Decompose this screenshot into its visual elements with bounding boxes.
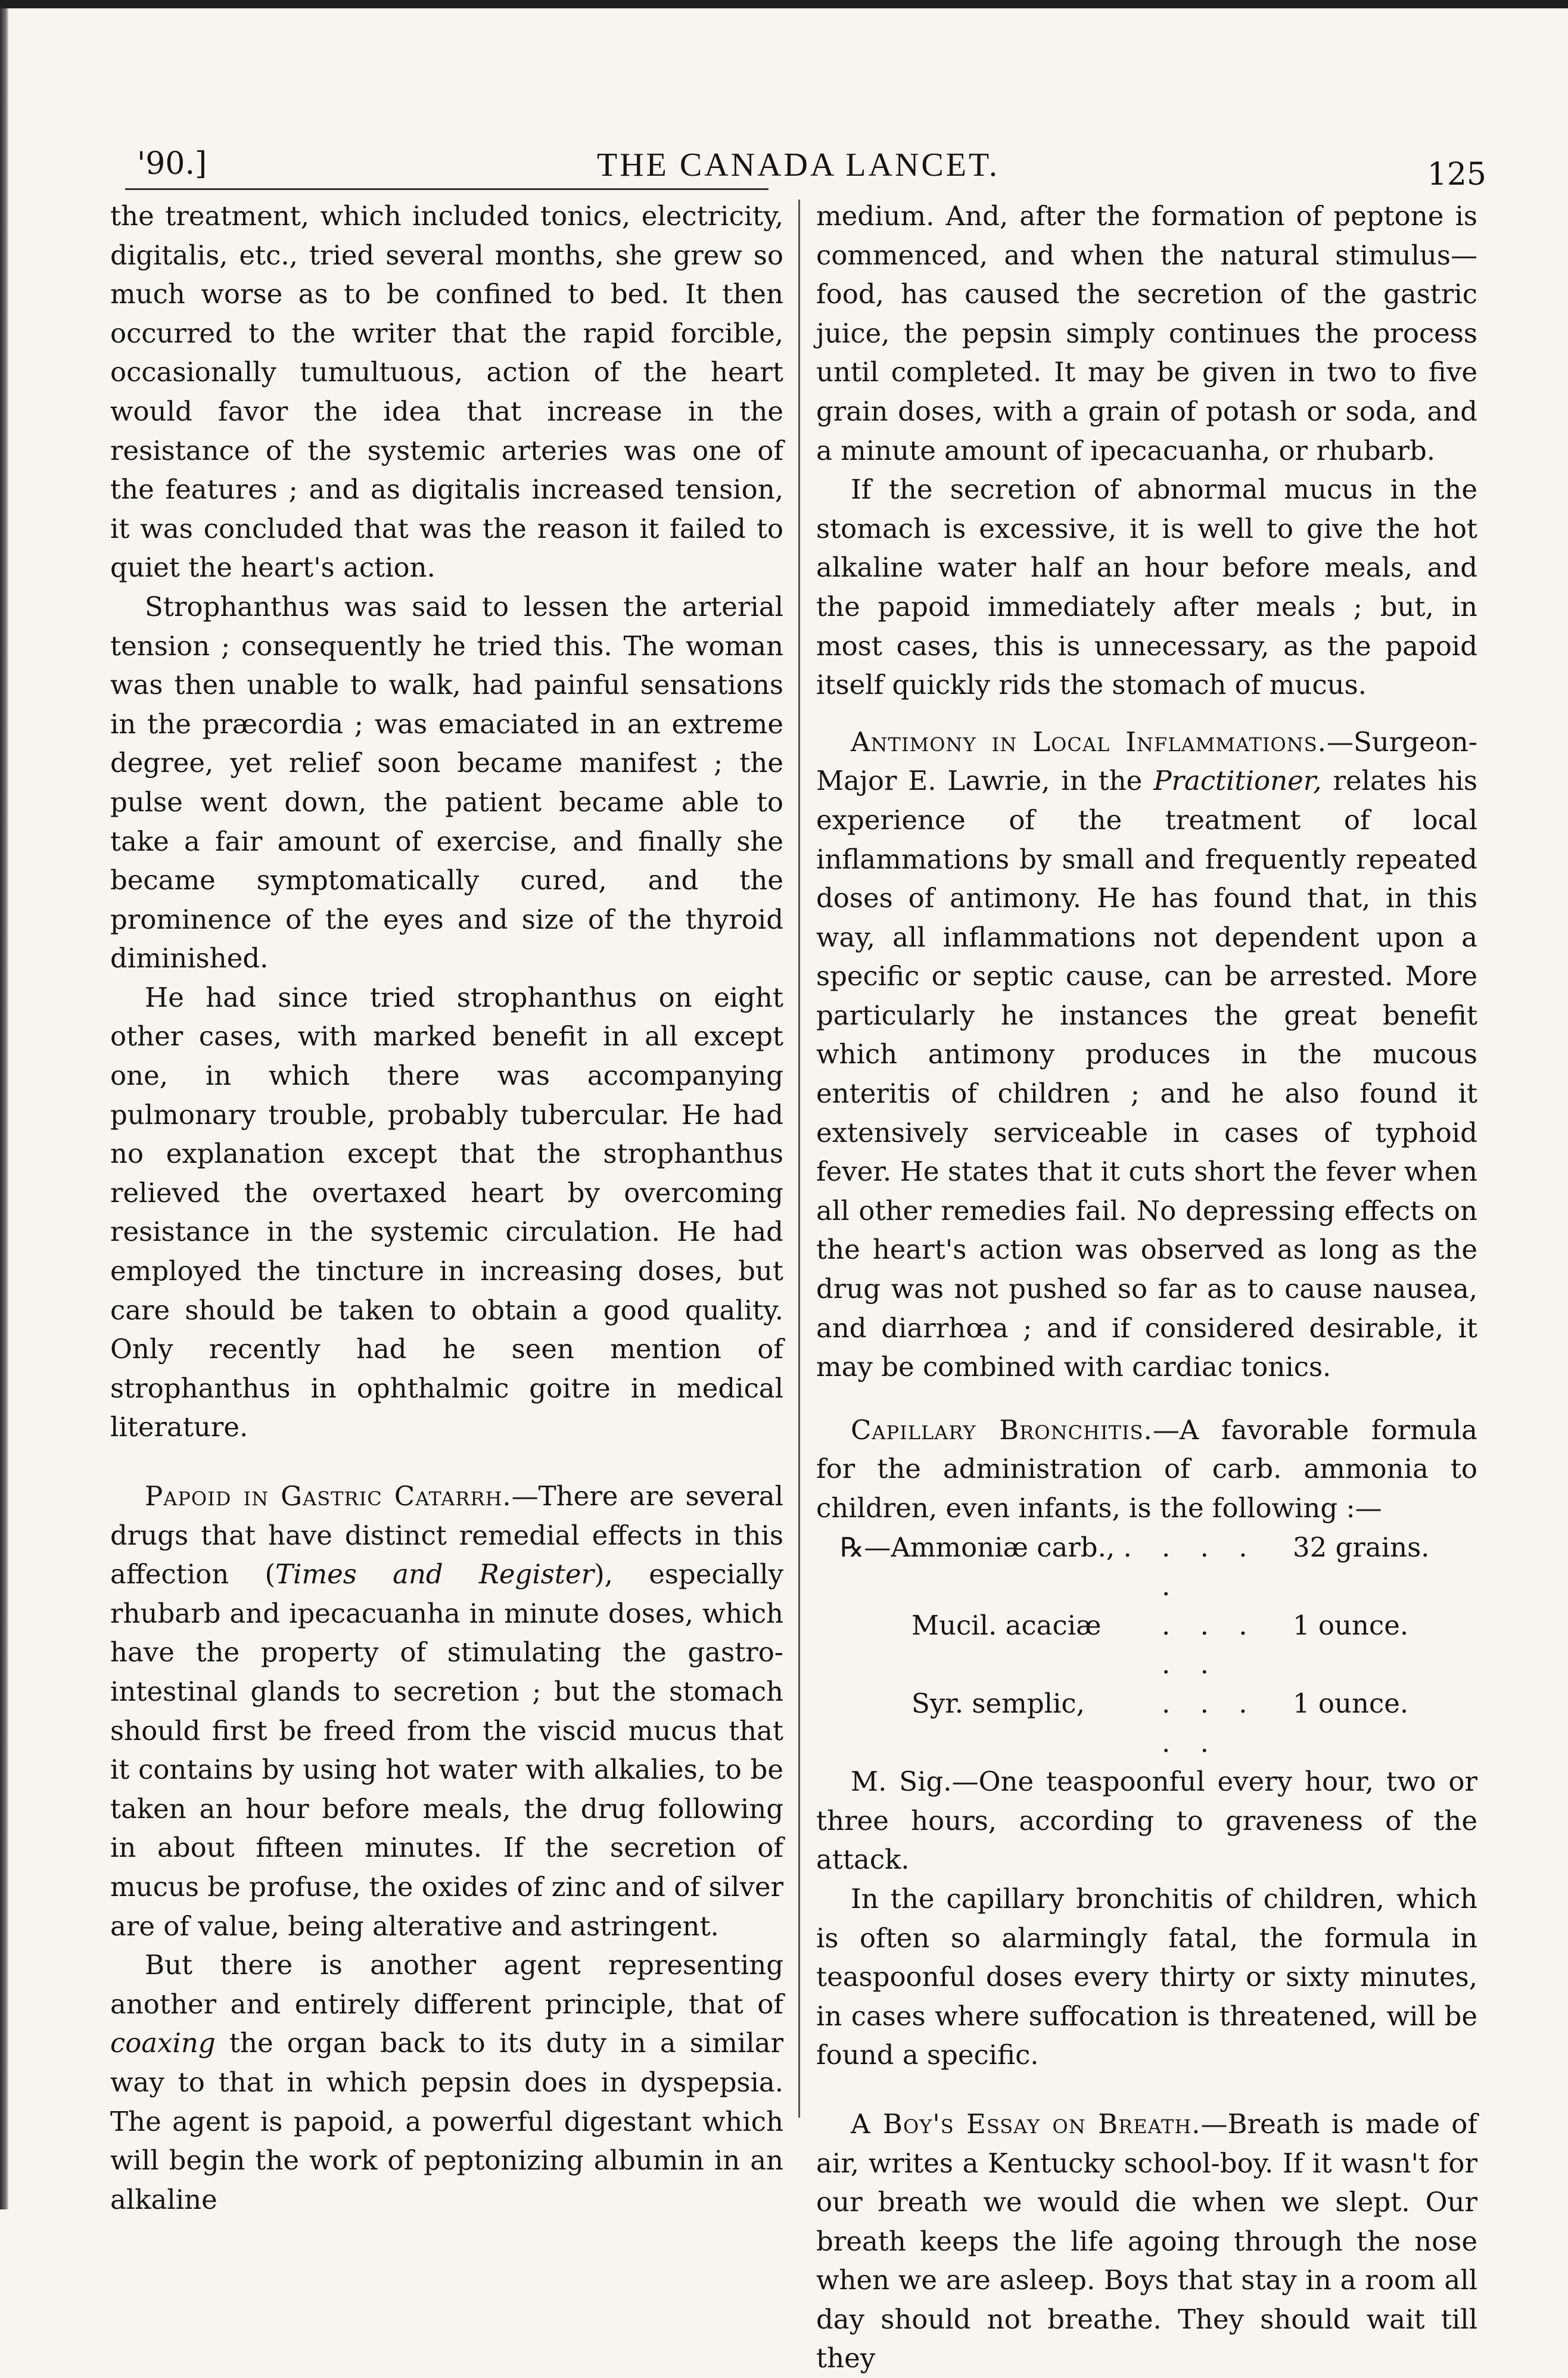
page-top-edge <box>0 0 1568 8</box>
text-run: relates his experience of the treatment of local inflammations by small and frequently repeated doses of antimony. He has found that, in this way, all inflammations not dependent upon a specific or septic cause, can be arrested. More particularly he instances the great benefit which antimony produces in the mucous enteritis of children ; and he also found it extensively serviceable in cases of typhoid fever. He states that it cuts short the fever when all other remedies fail. No depressing effects on the heart's action was observed as long as the drug was not pushed so far as to cause nausea, and diarrhœa ; and if considered desirable, it may be combined with cardiac tonics. <box>816 765 1477 1383</box>
left-column <box>110 197 783 2219</box>
column-divider <box>798 200 800 2118</box>
citation: Practitioner, <box>1153 765 1322 797</box>
text-run: ), especially rhubarb and ipecacuanha in minute doses, which have the property of stimulating the gastro-intestinal glands to secretion ; but the stomach should first be freed from the viscid mucus that it contains by using hot water with alkalies, to be taken an hour before meals, the drug following in about fifteen minutes. If the secretion of mucus be profuse, the oxides of zinc and of silver are of value, being alterative and astringent. <box>110 1558 783 1942</box>
citation: Times and Register <box>275 1558 595 1590</box>
paragraph: If the secretion of abnormal mucus in the stomach is excessive, it is well to give the hot alkaline water half an hour before meals, and the papoid immediately after meals ; but, in most cases, this is unnecessary, as the papoid itself quickly rids the stomach of mucus. <box>816 474 1477 701</box>
text-run: the organ back to its duty in a similar way to that in which pepsin does in dyspepsia. The agent is papoid, a powerful digestant which will begin the work of peptonizing albumin in an alkaline <box>110 2027 783 2215</box>
page-number: 125 <box>1427 157 1486 192</box>
header-rule <box>125 188 769 190</box>
text-run: —A favorable formula for the administration of carb. ammonia to children, even infants, is the following :— <box>816 1414 1478 1524</box>
prescription-row <box>816 1606 1477 1684</box>
section-heading: Capillary Bronchitis. <box>851 1414 1153 1446</box>
leader-dots: . . . . . <box>1162 1687 1258 1758</box>
amount: 1 ounce. <box>1293 1609 1409 1641</box>
paragraph: medium. And, after the formation of peptone is commenced, and when the natural stimulus—food, has caused the secretion of the gastric juice, the pepsin simply continues the process until completed. It may be given in two to five grain doses, with a grain of potash or soda, and a minute amount of ipecacuanha, or rhubarb. <box>816 200 1477 466</box>
leader-dots: . . . . <box>1162 1531 1258 1602</box>
leader-dots: . . . . . <box>1162 1609 1258 1680</box>
paragraph: Strophanthus was said to lessen the arterial tension ; consequently he tried this. The woman was then unable to walk, had painful sensations in the præcordia ; was emaciated in an extreme degree, yet relief soon became manifest ; the pulse went down, the patient became able to take a fair amount of exercise, and finally she became symptomatically cured, and the prominence of the eyes and size of the thyroid diminished. <box>110 590 783 975</box>
text-run: —Breath is made of air, writes a Kentucky school-boy. If it wasn't for our breath we would die when we slept. Our breath keeps the life agoing through the nose when we are asleep. Boys that stay in a room all day should not breathe. They should wait till they <box>816 2108 1477 2374</box>
article-boys-essay <box>816 2105 1477 2378</box>
ingredient: Syr. semplic, <box>911 1687 1085 1719</box>
running-header <box>125 146 1486 192</box>
ingredient: Mucil. acaciæ <box>911 1609 1102 1641</box>
header-year: '90.] <box>137 146 207 182</box>
paragraph: He had since tried strophanthus on eight other cases, with marked benefit in all except one, in which there was accompanying pulmonary trouble, probably tubercular. He had no explanation except that the strophanthus relieved the overtaxed heart by overcoming resistance in the systemic circulation. He had employed the tincture in increasing doses, but care should be taken to obtain a good quality. Only recently had he seen mention of strophanthus in ophthalmic goitre in medical literature. <box>110 981 783 1443</box>
prescription <box>816 1528 1477 1763</box>
prescription-row <box>816 1684 1477 1762</box>
article-antimony <box>816 723 1477 1387</box>
prescription-row <box>816 1528 1477 1606</box>
text-run: But there is another agent representing another and entirely different principle, that of <box>110 1949 783 2020</box>
text-run: —There are several drugs that have distinct remedial effects in this affection ( <box>110 1480 784 1590</box>
emphasis: coaxing <box>110 2027 216 2059</box>
journal-title: THE CANADA LANCET. <box>596 147 1000 183</box>
paragraph <box>110 1946 783 2219</box>
article-capillary-bronchitis <box>816 1411 1477 1528</box>
ingredient: ℞—Ammoniæ carb., . <box>840 1531 1132 1563</box>
section-heading: A Boy's Essay on Breath. <box>851 2108 1201 2140</box>
article-papoid <box>110 1477 783 1946</box>
section-heading: Papoid in Gastric Catarrh. <box>145 1480 512 1512</box>
paragraph: M. Sig.—One teaspoonful every hour, two or three hours, according to graveness of the attack. <box>816 1766 1477 1876</box>
paragraph: the treatment, which included tonics, electricity, digitalis, etc., tried several months, she grew so much worse as to be confined to bed. It then occurred to the writer that the rapid forcible, occasionally tumultuous, action of the heart would favor the idea that increase in the resistance of the systemic arteries was one of the features ; and as digitalis increased tension, it was concluded that was the reason it failed to quiet the heart's action. <box>110 200 783 584</box>
amount: 1 ounce. <box>1293 1687 1409 1719</box>
right-column <box>816 197 1477 2378</box>
text-run: —Surgeon-Major E. Lawrie, in the <box>816 726 1477 797</box>
page-binding-edge <box>0 0 8 2209</box>
amount: 32 grains. <box>1293 1531 1430 1563</box>
section-heading: Antimony in Local Inflammations. <box>851 726 1327 758</box>
paragraph: In the capillary bronchitis of children, which is often so alarmingly fatal, the formula in teaspoonful doses every thirty or sixty minutes, in cases where suffocation is threatened, will be found a specific. <box>816 1882 1477 2071</box>
